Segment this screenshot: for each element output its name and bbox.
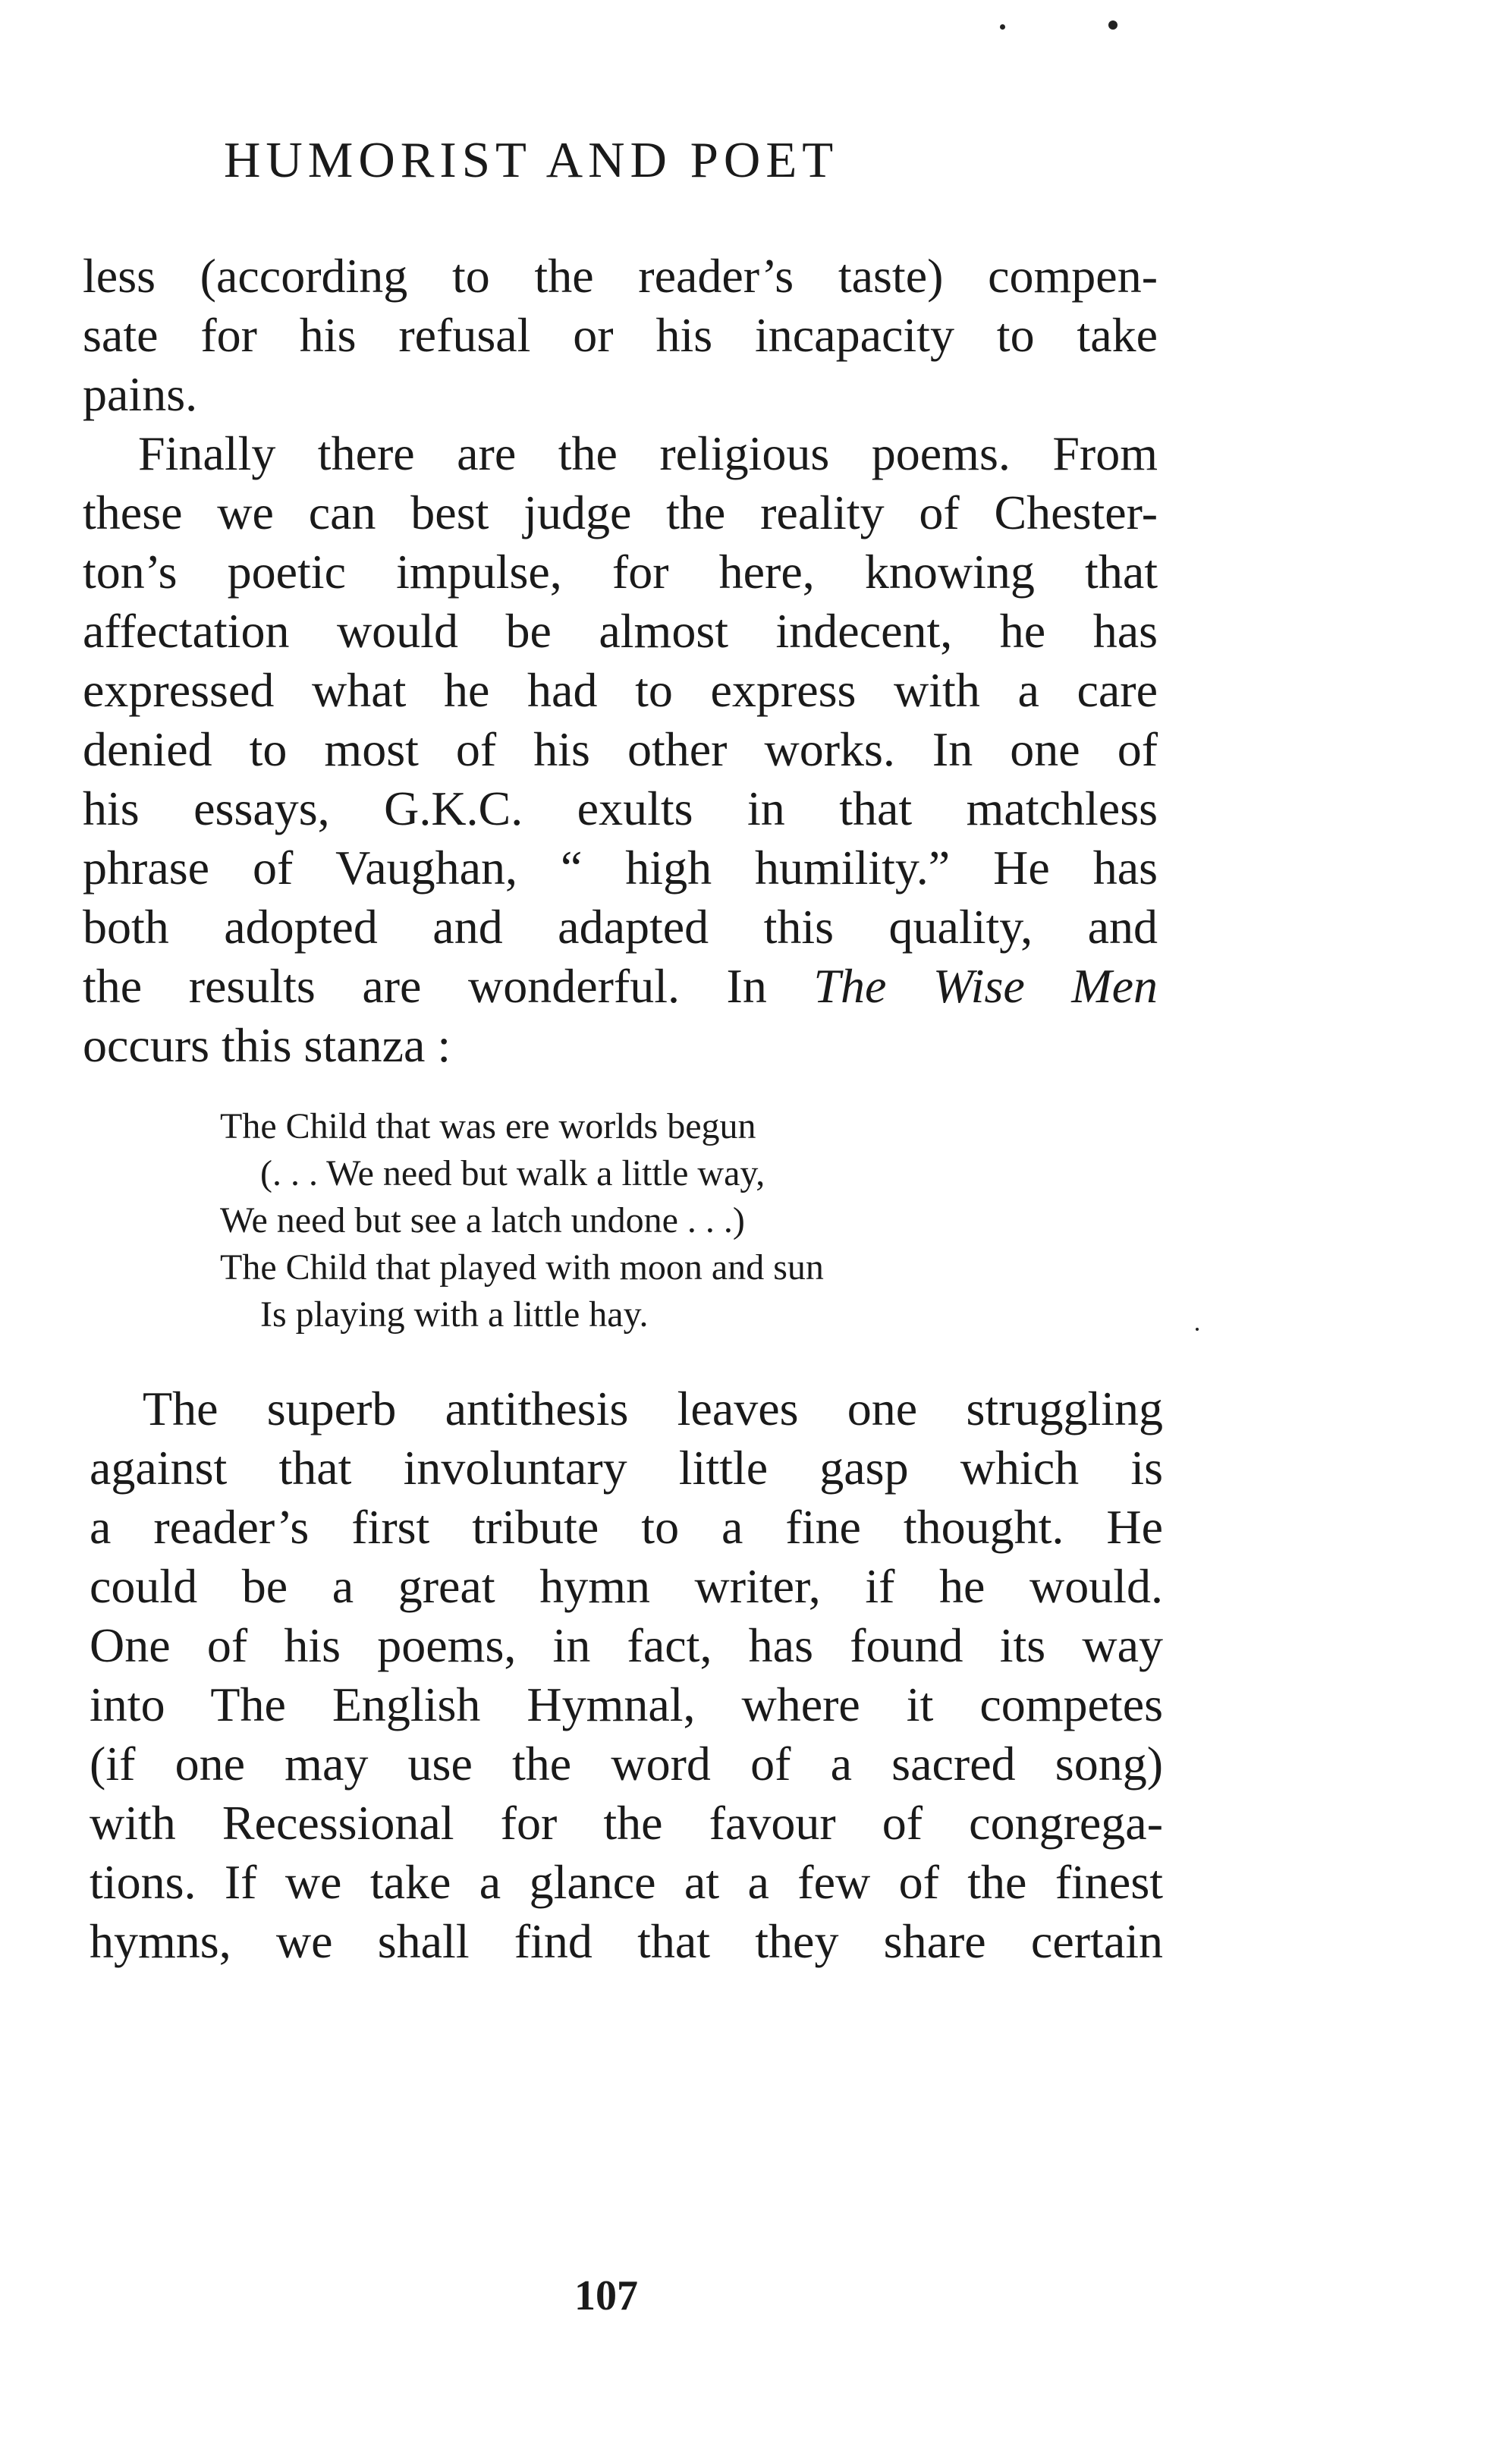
print-speck (1000, 24, 1005, 30)
verse-line: The Child that was ere worlds begun (220, 1106, 756, 1146)
text-line: phrase of Vaughan, “ high humility.” He has (83, 841, 1158, 895)
page-number: 107 (574, 2272, 638, 2319)
verse-line: We need but see a latch undone . . .) (220, 1200, 745, 1240)
text-line: with Recessional for the favour of congrega- (90, 1796, 1163, 1850)
text-line: affectation would be almost indecent, he has (83, 604, 1158, 658)
verse-line: The Child that played with moon and sun (220, 1247, 824, 1288)
text-line: into The English Hymnal, where it competes (90, 1677, 1163, 1731)
text-line: tions. If we take a glance at a few of the finest (90, 1855, 1163, 1909)
text-line: denied to most of his other works. In one of (83, 722, 1158, 776)
poem-title: The Wise Men (813, 959, 1158, 1013)
text-line: ton’s poetic impulse, for here, knowing that (83, 545, 1158, 599)
text-line: a reader’s first tribute to a fine thought. He (90, 1500, 1163, 1554)
text-run: the results are wonderful. In (83, 959, 814, 1013)
verse-line: (. . . We need but walk a little way, (260, 1153, 765, 1193)
text-line: against that involuntary little gasp which is (90, 1441, 1163, 1495)
print-speck (1196, 1328, 1199, 1331)
text-line: less (according to the reader’s taste) compen- (83, 249, 1158, 303)
text-line: pains. (83, 367, 198, 421)
text-line (83, 959, 1158, 1013)
text-line: One of his poems, in fact, has found its way (90, 1618, 1163, 1672)
text-line: could be a great hymn writer, if he would. (90, 1559, 1163, 1613)
verse-line: Is playing with a little hay. (260, 1294, 649, 1335)
text-line: The superb antithesis leaves one struggling (143, 1382, 1163, 1435)
text-line: hymns, we shall find that they share certain (90, 1914, 1163, 1968)
text-line: his essays, G.K.C. exults in that matchless (83, 781, 1158, 835)
print-speck (1108, 20, 1117, 30)
running-head: HUMORIST AND POET (224, 132, 839, 188)
text-line: sate for his refusal or his incapacity to take (83, 308, 1158, 362)
text-line: Finally there are the religious poems. From (138, 426, 1158, 480)
text-line: (if one may use the word of a sacred song) (90, 1737, 1163, 1791)
text-line: expressed what he had to express with a care (83, 663, 1158, 717)
text-line: these we can best judge the reality of Chester- (83, 486, 1158, 539)
text-line: both adopted and adapted this quality, and (83, 900, 1158, 954)
text-line: occurs this stanza : (83, 1018, 451, 1072)
